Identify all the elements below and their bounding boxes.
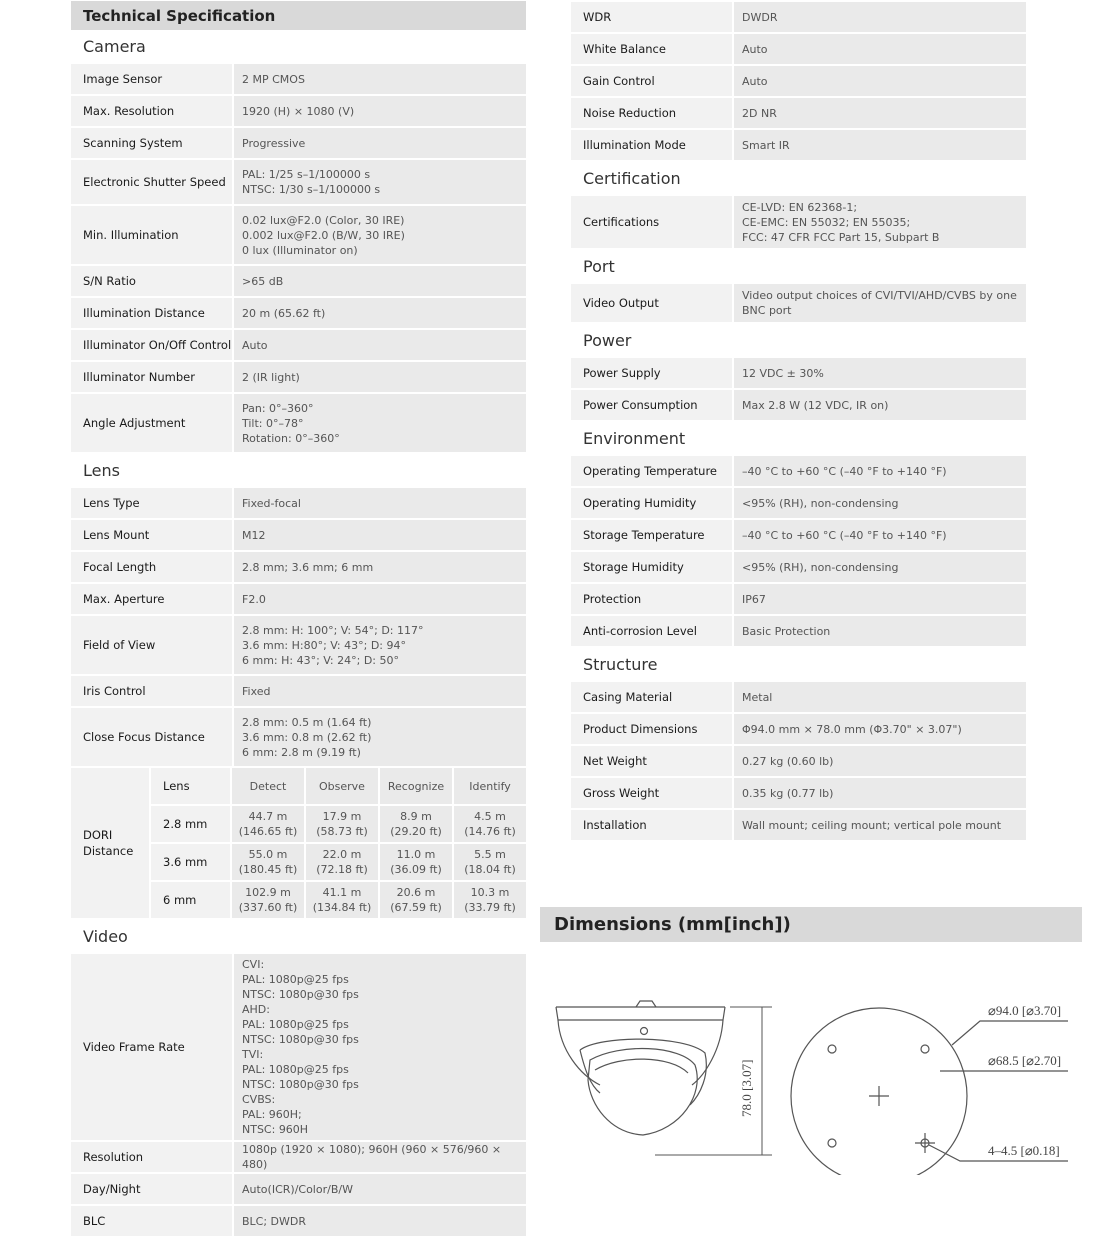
spec-row <box>71 266 526 296</box>
spec-value: Pan: 0°–360° Tilt: 0°–78° Rotation: 0°–360° <box>234 394 526 452</box>
dori-label: DORI Distance <box>71 768 149 918</box>
right-column <box>571 0 1026 842</box>
spec-value: Auto <box>234 330 526 360</box>
spec-value: 2 (IR light) <box>234 362 526 392</box>
spec-row <box>71 552 526 582</box>
spec-row <box>71 206 526 264</box>
left-column <box>71 0 526 1238</box>
spec-row <box>571 682 1026 712</box>
spec-row <box>71 676 526 706</box>
section-title-environment: Environment <box>583 429 686 448</box>
dori-value-cell: 10.3 m (33.79 ft) <box>454 882 526 918</box>
dori-value-cell: 22.0 m (72.18 ft) <box>306 844 378 880</box>
dori-header-cell: Detect <box>232 768 304 804</box>
dori-header-row <box>151 768 526 804</box>
dimensions-header: Dimensions (mm[inch]) <box>540 907 1082 942</box>
structure-rows <box>571 682 1026 840</box>
dori-value-cell: 17.9 m (58.73 ft) <box>306 806 378 842</box>
spec-row <box>571 358 1026 388</box>
spec-row <box>571 196 1026 248</box>
spec-value: 1920 (H) × 1080 (V) <box>234 96 526 126</box>
dori-row <box>151 882 526 918</box>
spec-value: 2.8 mm; 3.6 mm; 6 mm <box>234 552 526 582</box>
spec-label: Operating Temperature <box>571 456 732 486</box>
spec-value: Smart IR <box>734 130 1026 160</box>
spec-row <box>571 98 1026 128</box>
spec-label: Illumination Mode <box>571 130 732 160</box>
spec-label: Illumination Distance <box>71 298 232 328</box>
camera-rows <box>71 64 526 452</box>
spec-row <box>571 488 1026 518</box>
lens-rows <box>71 488 526 766</box>
spec-label: Max. Aperture <box>71 584 232 614</box>
dori-header-cell: Lens <box>151 768 230 804</box>
spec-label: BLC <box>71 1206 232 1236</box>
spec-value: IP67 <box>734 584 1026 614</box>
spec-label: Operating Humidity <box>571 488 732 518</box>
dori-value-cell: 102.9 m (337.60 ft) <box>232 882 304 918</box>
dori-value-cell: 5.5 m (18.04 ft) <box>454 844 526 880</box>
spec-value: Wall mount; ceiling mount; vertical pole mount <box>734 810 1026 840</box>
spec-label: White Balance <box>571 34 732 64</box>
spec-value: 0.02 lux@F2.0 (Color, 30 IRE) 0.002 lux@F2.0 (B/W, 30 IRE) 0 lux (Illuminator on) <box>234 206 526 264</box>
section-title-port: Port <box>583 257 615 276</box>
dori-grid <box>151 768 526 918</box>
dori-lens-cell: 2.8 mm <box>151 806 230 842</box>
spec-label: Max. Resolution <box>71 96 232 126</box>
lens-ball <box>588 1049 697 1135</box>
spec-label: Illuminator Number <box>71 362 232 392</box>
spec-value: Fixed-focal <box>234 488 526 518</box>
spec-label: Protection <box>571 584 732 614</box>
spec-label: Gain Control <box>571 66 732 96</box>
dori-value-cell: 41.1 m (134.84 ft) <box>306 882 378 918</box>
spec-value: Fixed <box>234 676 526 706</box>
section-title-lens: Lens <box>83 461 120 480</box>
spec-row <box>71 394 526 452</box>
spec-label: Angle Adjustment <box>71 394 232 452</box>
spec-label: Noise Reduction <box>571 98 732 128</box>
spec-value: DWDR <box>734 2 1026 32</box>
certification-rows <box>571 196 1026 248</box>
spec-label: Gross Weight <box>571 778 732 808</box>
video-rows <box>71 954 526 1236</box>
environment-rows <box>571 456 1026 646</box>
spec-label: Product Dimensions <box>571 714 732 744</box>
spec-row <box>71 64 526 94</box>
side-view <box>556 1001 725 1135</box>
port-rows <box>571 284 1026 322</box>
spec-label: WDR <box>571 2 732 32</box>
spec-row <box>71 488 526 518</box>
spec-label: Illuminator On/Off Control <box>71 330 232 360</box>
spec-label: Certifications <box>571 196 732 248</box>
dori-header-cell: Identify <box>454 768 526 804</box>
spec-label: Focal Length <box>71 552 232 582</box>
spec-value: 20 m (65.62 ft) <box>234 298 526 328</box>
screw-hole <box>641 1028 648 1035</box>
spec-label: Resolution <box>71 1142 232 1172</box>
dori-lens-cell: 6 mm <box>151 882 230 918</box>
spec-label: Anti-corrosion Level <box>571 616 732 646</box>
spec-value: Φ94.0 mm × 78.0 mm (Φ3.70" × 3.07") <box>734 714 1026 744</box>
spec-value: –40 °C to +60 °C (–40 °F to +140 °F) <box>734 520 1026 550</box>
power-rows <box>571 358 1026 420</box>
spec-value: BLC; DWDR <box>234 1206 526 1236</box>
spec-value: 0.27 kg (0.60 lb) <box>734 746 1026 776</box>
leader-outer <box>952 1021 1068 1045</box>
spec-value: CE-LVD: EN 62368-1; CE-EMC: EN 55032; EN 55035; FCC: 47 CFR FCC Part 15, Subpart B <box>734 196 1026 248</box>
spec-row <box>571 810 1026 840</box>
video-cont-rows <box>571 2 1026 160</box>
spec-label: Scanning System <box>71 128 232 158</box>
spec-row <box>571 714 1026 744</box>
dori-value-cell: 11.0 m (36.09 ft) <box>380 844 452 880</box>
spec-value: Auto(ICR)/Color/B/W <box>234 1174 526 1204</box>
spec-row <box>571 456 1026 486</box>
spec-row <box>71 330 526 360</box>
spec-row <box>71 520 526 550</box>
spec-value: 0.35 kg (0.77 lb) <box>734 778 1026 808</box>
spec-row <box>571 616 1026 646</box>
spec-row <box>71 1174 526 1204</box>
spec-row <box>71 616 526 674</box>
spec-row <box>71 708 526 766</box>
dori-value-cell: 8.9 m (29.20 ft) <box>380 806 452 842</box>
spec-row <box>71 128 526 158</box>
spec-label: Power Consumption <box>571 390 732 420</box>
spec-value: <95% (RH), non-condensing <box>734 552 1026 582</box>
spec-value: 12 VDC ± 30% <box>734 358 1026 388</box>
spec-label: Lens Type <box>71 488 232 518</box>
spec-value: <95% (RH), non-condensing <box>734 488 1026 518</box>
spec-value: 2.8 mm: 0.5 m (1.64 ft) 3.6 mm: 0.8 m (2.62 ft) 6 mm: 2.8 m (9.19 ft) <box>234 708 526 766</box>
hole-1 <box>828 1045 836 1053</box>
spec-label: Iris Control <box>71 676 232 706</box>
spec-value: Video output choices of CVI/TVI/AHD/CVBS by one BNC port <box>734 284 1026 322</box>
dori-value-cell: 20.6 m (67.59 ft) <box>380 882 452 918</box>
spec-label: Image Sensor <box>71 64 232 94</box>
spec-row <box>71 298 526 328</box>
spec-row <box>71 584 526 614</box>
dori-value-cell: 44.7 m (146.65 ft) <box>232 806 304 842</box>
spec-row <box>71 160 526 204</box>
spec-row <box>571 746 1026 776</box>
spec-value: 2D NR <box>734 98 1026 128</box>
spec-row <box>571 130 1026 160</box>
hole-2 <box>921 1045 929 1053</box>
dori-row <box>151 844 526 880</box>
spec-row <box>571 552 1026 582</box>
section-title-power: Power <box>583 331 632 350</box>
spec-value: 2.8 mm: H: 100°; V: 54°; D: 117° 3.6 mm: H:80°; V: 43°; D: 94° 6 mm: H: 43°; V: 24°; D: 50° <box>234 616 526 674</box>
spec-label: Video Frame Rate <box>71 954 232 1140</box>
spec-label: S/N Ratio <box>71 266 232 296</box>
height-dimension <box>655 1007 772 1155</box>
spec-value: CVI: PAL: 1080p@25 fps NTSC: 1080p@30 fps AHD: PAL: 1080p@25 fps NTSC: 1080p@30 fps TVI: PAL: 1080p@25 fps NTSC: 1080p@30 fps CVBS: PAL: 960H; NTSC: 960H <box>234 954 526 1140</box>
spec-row <box>71 1142 526 1172</box>
notch <box>636 1001 656 1007</box>
spec-value: F2.0 <box>234 584 526 614</box>
dori-lens-cell: 3.6 mm <box>151 844 230 880</box>
spec-row <box>571 284 1026 322</box>
spec-label: Electronic Shutter Speed <box>71 160 232 204</box>
dori-value-cell: 4.5 m (14.76 ft) <box>454 806 526 842</box>
housing-left <box>558 1020 600 1085</box>
holes-label: 4–4.5 [⌀0.18] <box>988 1143 1060 1158</box>
spec-row <box>571 2 1026 32</box>
spec-label: Close Focus Distance <box>71 708 232 766</box>
spec-label: Net Weight <box>571 746 732 776</box>
section-title-certification: Certification <box>583 169 681 188</box>
section-title-camera: Camera <box>83 37 146 56</box>
spec-value: Metal <box>734 682 1026 712</box>
spec-label: Field of View <box>71 616 232 674</box>
section-title-structure: Structure <box>583 655 658 674</box>
spec-label: Casing Material <box>571 682 732 712</box>
spec-value: 1080p (1920 × 1080); 960H (960 × 576/960 × 480) <box>234 1142 526 1172</box>
spec-label: Min. Illumination <box>71 206 232 264</box>
dori-row <box>151 806 526 842</box>
spec-row <box>571 390 1026 420</box>
spec-row <box>571 34 1026 64</box>
spec-value: Max 2.8 W (12 VDC, IR on) <box>734 390 1026 420</box>
lens-ball-inner <box>595 1059 688 1073</box>
hole-3 <box>828 1139 836 1147</box>
spec-label: Installation <box>571 810 732 840</box>
spec-row <box>71 1206 526 1236</box>
base-plate <box>556 1007 725 1020</box>
spec-value: Auto <box>734 34 1026 64</box>
dori-table <box>71 768 526 918</box>
spec-value: PAL: 1/25 s–1/100000 s NTSC: 1/30 s–1/100000 s <box>234 160 526 204</box>
section-title-video: Video <box>83 927 128 946</box>
spec-label: Storage Humidity <box>571 552 732 582</box>
spec-value: Basic Protection <box>734 616 1026 646</box>
spec-header: Technical Specification <box>71 1 526 30</box>
dori-value-cell: 55.0 m (180.45 ft) <box>232 844 304 880</box>
spec-label: Power Supply <box>571 358 732 388</box>
spec-row <box>71 362 526 392</box>
spec-label: Storage Temperature <box>571 520 732 550</box>
spec-row <box>571 520 1026 550</box>
inner-diameter-label: ⌀68.5 [⌀2.70] <box>988 1053 1062 1068</box>
spec-row <box>571 66 1026 96</box>
spec-row <box>71 96 526 126</box>
spec-row <box>71 954 526 1140</box>
spec-row <box>571 584 1026 614</box>
spec-value: >65 dB <box>234 266 526 296</box>
spec-row <box>571 778 1026 808</box>
dimension-drawing <box>540 975 1080 1175</box>
spec-label: Day/Night <box>71 1174 232 1204</box>
outer-diameter-label: ⌀94.0 [⌀3.70] <box>988 1003 1062 1018</box>
height-label: 78.0 [3.07] <box>739 1059 754 1117</box>
spec-value: Auto <box>734 66 1026 96</box>
spec-value: Progressive <box>234 128 526 158</box>
dori-header-cell: Recognize <box>380 768 452 804</box>
spec-value: M12 <box>234 520 526 550</box>
dori-header-cell: Observe <box>306 768 378 804</box>
spec-label: Video Output <box>571 284 732 322</box>
spec-value: –40 °C to +60 °C (–40 °F to +140 °F) <box>734 456 1026 486</box>
spec-value: 2 MP CMOS <box>234 64 526 94</box>
spec-label: Lens Mount <box>71 520 232 550</box>
